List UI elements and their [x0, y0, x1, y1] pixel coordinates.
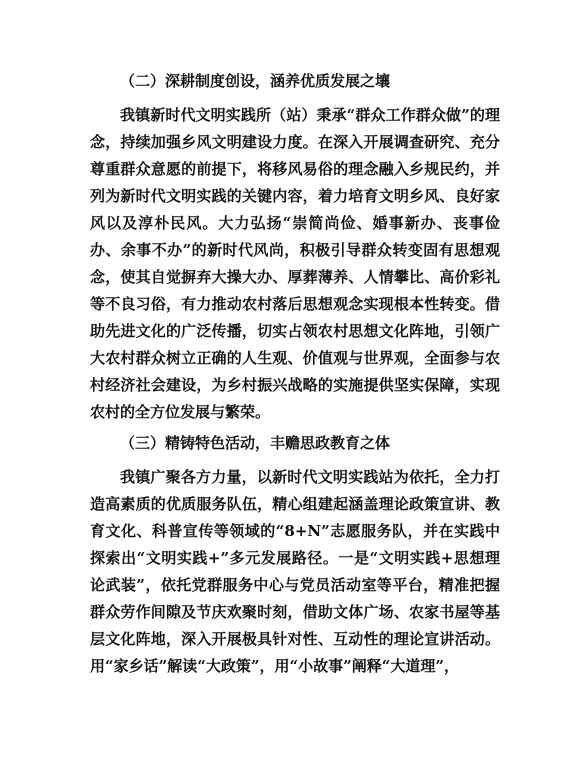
document-page: [90, 66, 500, 680]
section-heading-2: （二）深耕制度创设，涵养优质发展之壤: [120, 72, 391, 90]
section-paragraph-3: 我镇广聚各方力量，以新时代文明实践站为依托，全力打造高素质的优质服务队伍，精心组建起涵盖理论政策宣讲、教育文化、科普宣传等领域的“8+N”志愿服务队，并在实践中探索出“文明实践+”多元发展路径。一是“文明实践+思想理论武装”，依托党群服务中心与党员活动室等平台，精准把握群众劳作间隙及节庆欢聚时刻，借助文体广场、农家书屋等基层文化阵地，深入开展极具针对性、互动性的理论宣讲活动。用“家乡话”解读“大政策”，用“小故事”阐释“大道理”，: [90, 468, 500, 675]
section-paragraph-2: 我镇新时代文明实践所（站）秉承“群众工作群众做”的理念，持续加强乡风文明建设力度。在深入开展调查研究、充分尊重群众意愿的前提下，将移风易俗的理念融入乡规民约，并列为新时代文明实践的关键内容，着力培育文明乡风、良好家风以及淳朴民风。大力弘扬“崇简尚俭、婚事新办、丧事俭办、余事不办”的新时代风尚，积极引导群众转变固有思想观念，使其自觉摒弃大操大办、厚葬薄养、人情攀比、高价彩礼等不良习俗，有力推动农村落后思想观念实现根本性转变。借助先进文化的广泛传播，切实占领农村思想文化阵地，引领广大农村群众树立正确的人生观、价值观与世界观，全面参与农村经济社会建设，为乡村振兴战略的实施提供坚实保障，实现农村的全方位发展与繁荣。: [90, 106, 500, 421]
section-heading-3: （三）精铸特色活动，丰赡思政教育之体: [120, 434, 391, 452]
